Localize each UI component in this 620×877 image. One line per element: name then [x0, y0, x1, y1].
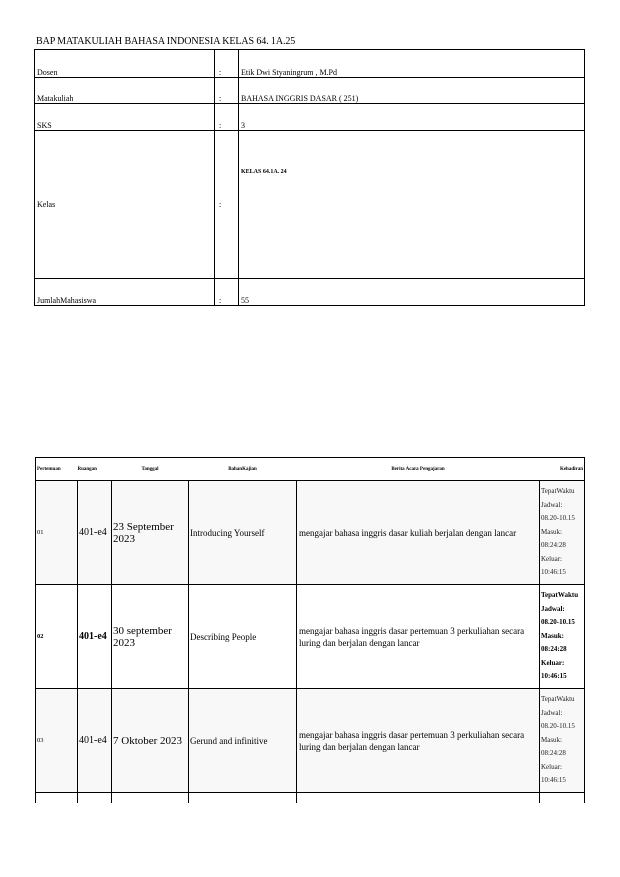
info-value: 3	[239, 104, 585, 131]
meeting-description: mengajar bahasa inggris dasar pertemuan 3 perkuliahan secara luring dan berjalan dengan lancar	[297, 689, 540, 793]
meeting-number: 02	[36, 585, 78, 689]
header-kehadiran: Kehadiran	[540, 458, 585, 481]
attendance-line: Keluar:	[541, 658, 565, 667]
meeting-room: 401-e4	[78, 481, 112, 585]
header-pertemuan: Pertemuan	[36, 458, 78, 481]
info-label: Kelas	[35, 131, 215, 279]
info-label: Matakuliah	[35, 78, 215, 104]
meeting-room: 401-e4	[78, 689, 112, 793]
info-label: SKS	[35, 104, 215, 131]
meeting-topic: Describing People	[189, 585, 297, 689]
meeting-number: 01	[36, 481, 78, 585]
attendance-line: 08.20-10.15	[541, 514, 575, 523]
header-tanggal: Tanggal	[112, 458, 189, 481]
meeting-attendance	[540, 689, 585, 793]
meeting-attendance	[540, 481, 585, 585]
meetings-table	[35, 457, 585, 803]
info-value: BAHASA INGGRIS DASAR ( 251)	[239, 78, 585, 104]
info-value: 55	[239, 279, 585, 306]
header-bahan-kajian: BahanKajian	[189, 458, 297, 481]
document-title: BAP MATAKULIAH BAHASA INDONESIA KELAS 64. 1A.25	[36, 36, 296, 47]
course-info-table	[34, 49, 585, 306]
empty-cell	[36, 793, 78, 804]
empty-cell	[189, 793, 297, 804]
attendance-status: TepatWaktu	[541, 695, 575, 704]
attendance-line: Masuk:	[541, 631, 564, 640]
attendance-line: Masuk:	[541, 527, 562, 536]
attendance-status: TepatWaktu	[541, 487, 575, 496]
empty-cell	[297, 793, 540, 804]
meeting-date: 30 september 2023	[112, 585, 189, 689]
info-row-dosen	[35, 50, 585, 78]
table-row	[36, 689, 585, 793]
header-berita-acara: Berita Acara Pengajaran	[297, 458, 540, 481]
empty-cell	[78, 793, 112, 804]
attendance-line: Masuk:	[541, 735, 562, 744]
attendance-line: 10:46:15	[541, 776, 566, 785]
attendance-line: 10:46:15	[541, 568, 566, 577]
meeting-description: mengajar bahasa inggris dasar kuliah berjalan dengan lancar	[297, 481, 540, 585]
info-row-jumlah-mahasiswa	[35, 279, 585, 306]
info-label: Dosen	[35, 50, 215, 78]
info-row-matakuliah	[35, 78, 585, 104]
attendance-line: Jadwal:	[541, 708, 563, 717]
table-continuation	[36, 793, 585, 804]
attendance-line: 08.20-10.15	[541, 722, 575, 731]
attendance-line: Keluar:	[541, 762, 562, 771]
meeting-attendance	[540, 585, 585, 689]
empty-cell	[540, 793, 585, 804]
attendance-line: 08.20-10.15	[541, 618, 575, 627]
meeting-date: 7 Oktober 2023	[112, 689, 189, 793]
meetings-header-row	[36, 458, 585, 481]
header-ruangan: Ruangan	[78, 458, 112, 481]
attendance-line: Jadwal:	[541, 604, 565, 613]
info-separator: :	[215, 50, 239, 78]
meeting-room: 401-e4	[78, 585, 112, 689]
attendance-line: 08:24:28	[541, 541, 566, 550]
meeting-description: mengajar bahasa inggris dasar pertemuan 3 perkuliahan secara luring dan berjalan dengan lancar	[297, 585, 540, 689]
attendance-line: Jadwal:	[541, 500, 563, 509]
info-separator: :	[215, 104, 239, 131]
info-value: KELAS 64.1A. 24	[239, 131, 585, 279]
info-row-kelas	[35, 131, 585, 279]
meeting-number: 03	[36, 689, 78, 793]
table-row	[36, 585, 585, 689]
info-row-sks	[35, 104, 585, 131]
empty-cell	[112, 793, 189, 804]
attendance-line: 08:24:28	[541, 645, 567, 654]
table-row	[36, 481, 585, 585]
attendance-line: 10:46:15	[541, 672, 567, 681]
meeting-date: 23 September 2023	[112, 481, 189, 585]
attendance-line: 08:24:28	[541, 749, 566, 758]
info-value: Etik Dwi Styaningrum , M.Pd	[239, 50, 585, 78]
info-separator: :	[215, 279, 239, 306]
info-label: JumlahMahasiswa	[35, 279, 215, 306]
meeting-topic: Gerund and infinitive	[189, 689, 297, 793]
attendance-line: Keluar:	[541, 554, 562, 563]
meeting-topic: Introducing Yourself	[189, 481, 297, 585]
info-separator: :	[215, 131, 239, 279]
info-separator: :	[215, 78, 239, 104]
attendance-status: TepatWaktu	[541, 591, 579, 600]
